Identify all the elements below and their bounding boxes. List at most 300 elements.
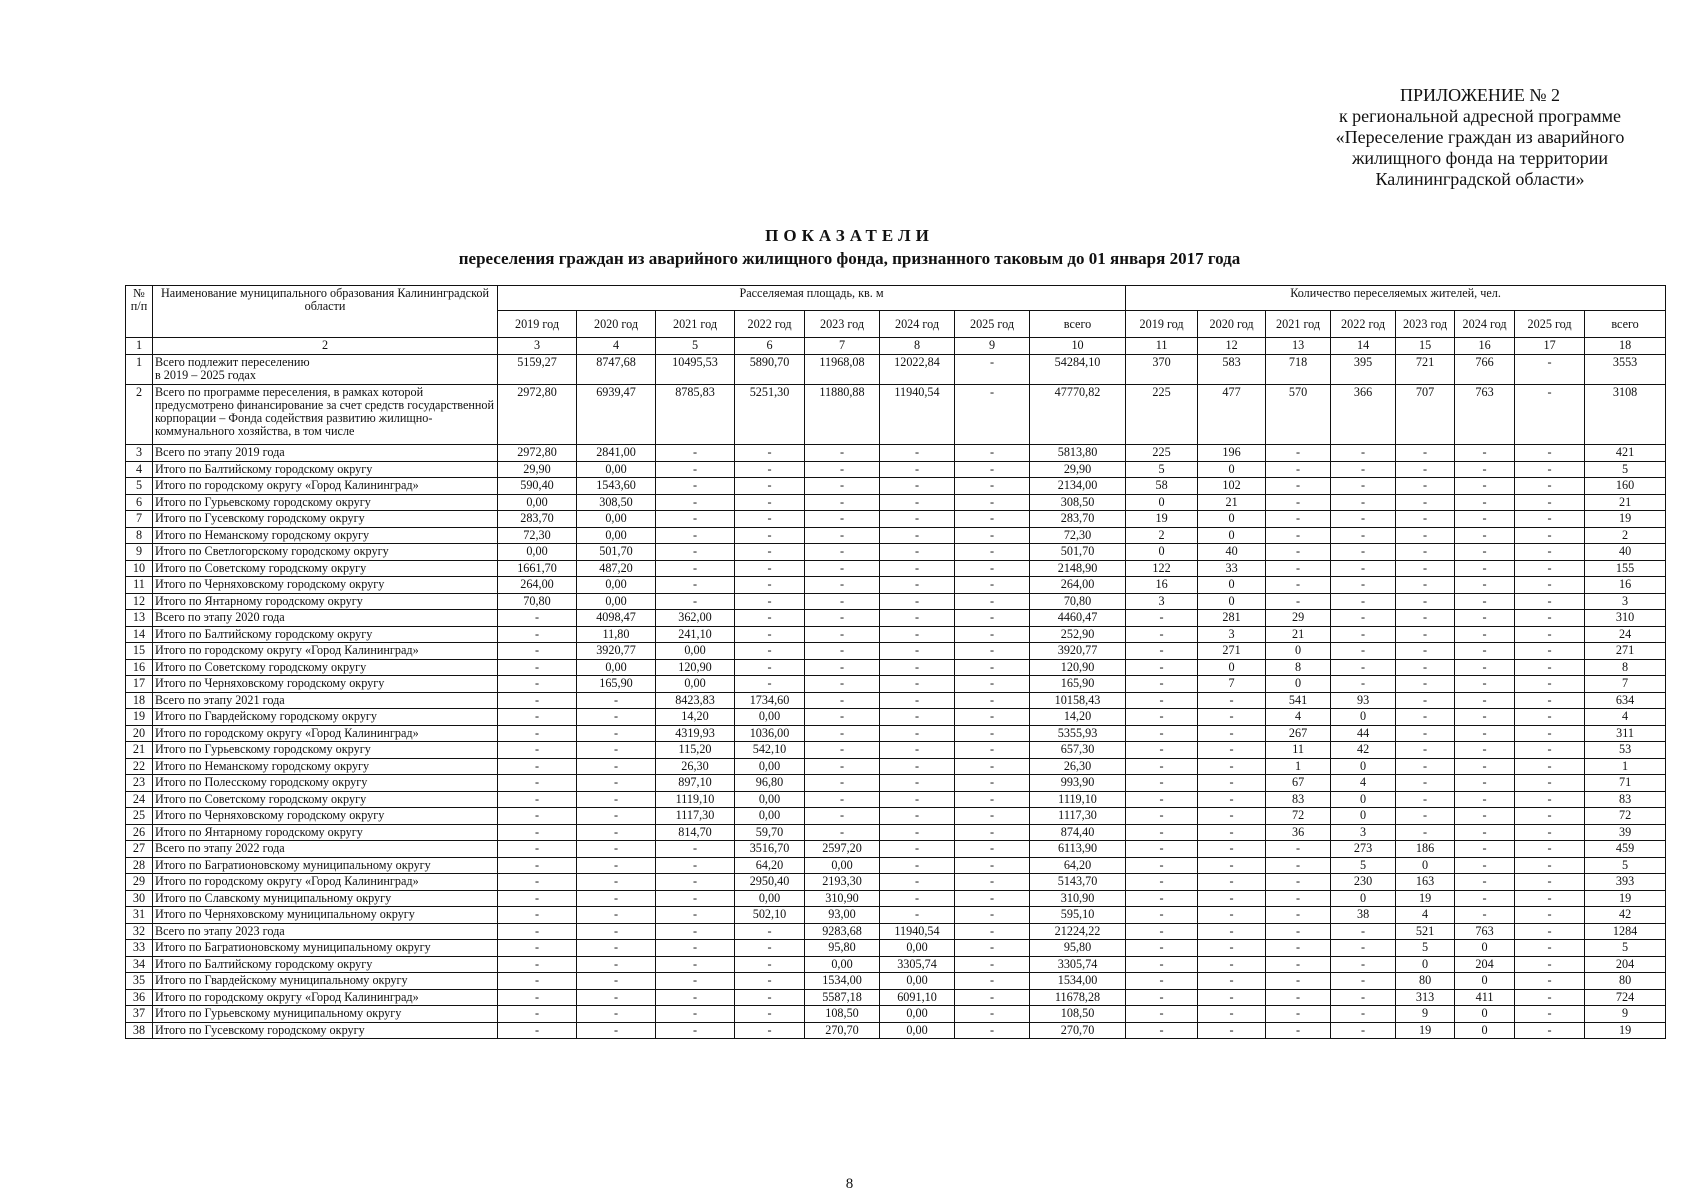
area-cell: - [735,940,805,957]
municipality-name: Всего по этапу 2019 года [153,445,498,462]
area-cell: - [880,659,955,676]
area-cell: - [656,527,735,544]
row-number: 2 [126,385,153,445]
table-row [126,659,1666,676]
people-cell: 58 [1126,478,1198,495]
area-cell: 120,90 [656,659,735,676]
table-row [126,560,1666,577]
people-cell: 0 [1331,808,1396,825]
people-cell: - [1396,494,1455,511]
area-cell: - [955,874,1030,891]
people-cell: - [1266,857,1331,874]
people-cell: 8 [1266,659,1331,676]
people-cell: 5 [1585,857,1666,874]
people-cell: - [1126,676,1198,693]
people-cell: 0 [1198,511,1266,528]
area-cell: - [656,989,735,1006]
area-cell: 0,00 [577,461,656,478]
area-cell: 0,00 [880,1006,955,1023]
people-cell: - [1515,956,1585,973]
people-cell: 366 [1331,385,1396,445]
area-cell: - [880,725,955,742]
people-cell: 0 [1455,1006,1515,1023]
area-cell: 5813,80 [1030,445,1126,462]
area-cell: 11880,88 [805,385,880,445]
area-cell: 5890,70 [735,355,805,385]
area-cell: - [498,742,577,759]
area-cell: 96,80 [735,775,805,792]
area-cell: 0,00 [577,511,656,528]
area-cell: - [880,478,955,495]
area-cell: 59,70 [735,824,805,841]
people-cell: - [1266,890,1331,907]
people-cell: 0 [1198,593,1266,610]
area-cell: 270,70 [805,1022,880,1039]
appendix-line: ПРИЛОЖЕНИЕ № 2 [1399,85,1561,105]
people-cell: 0 [1396,956,1455,973]
indicators-table [125,285,1666,1039]
year-header: 2023 год [1396,311,1455,338]
people-cell: 763 [1455,923,1515,940]
row-number: 13 [126,610,153,627]
row-number: 37 [126,1006,153,1023]
area-cell: - [498,890,577,907]
row-number: 5 [126,478,153,495]
people-cell: 5 [1126,461,1198,478]
column-number: 15 [1396,338,1455,355]
area-cell: 165,90 [577,676,656,693]
area-cell: - [880,890,955,907]
municipality-name: Итого по Гусевскому городскому округу [153,1022,498,1039]
table-row [126,1006,1666,1023]
people-cell: 5 [1396,940,1455,957]
area-cell: 3305,74 [880,956,955,973]
people-cell: - [1266,989,1331,1006]
people-cell: - [1396,544,1455,561]
area-cell: - [955,527,1030,544]
area-cell: 64,20 [735,857,805,874]
people-cell: 0 [1198,527,1266,544]
area-cell: 11940,54 [880,385,955,445]
area-cell: - [498,775,577,792]
area-cell: - [577,890,656,907]
area-cell: 95,80 [1030,940,1126,957]
people-cell: 0 [1331,709,1396,726]
area-cell: - [955,659,1030,676]
area-cell: - [735,527,805,544]
people-cell: 5 [1585,940,1666,957]
table-row [126,593,1666,610]
people-cell: - [1198,956,1266,973]
people-cell: 267 [1266,725,1331,742]
row-number: 38 [126,1022,153,1039]
area-cell: - [735,593,805,610]
people-cell: - [1455,874,1515,891]
area-cell: - [735,676,805,693]
people-cell: - [1331,494,1396,511]
area-cell: 29,90 [1030,461,1126,478]
people-cell: - [1515,1006,1585,1023]
people-cell: 3 [1331,824,1396,841]
row-number: 27 [126,841,153,858]
people-cell: - [1396,593,1455,610]
year-header: 2022 год [1331,311,1396,338]
people-cell: - [1515,560,1585,577]
area-cell: - [880,626,955,643]
area-cell: 6939,47 [577,385,656,445]
people-cell: - [1266,544,1331,561]
area-cell: - [656,560,735,577]
table-row [126,940,1666,957]
column-number: 2 [153,338,498,355]
people-cell: 29 [1266,610,1331,627]
area-cell: - [577,923,656,940]
area-cell: 93,00 [805,907,880,924]
area-cell: - [955,857,1030,874]
area-cell: - [577,989,656,1006]
row-number: 23 [126,775,153,792]
municipality-name: Итого по Черняховскому городскому округу [153,577,498,594]
area-cell: - [805,725,880,742]
people-cell: - [1266,527,1331,544]
area-cell: 0,00 [577,659,656,676]
people-cell: 4 [1331,775,1396,792]
area-cell: - [805,478,880,495]
area-cell: 310,90 [1030,890,1126,907]
people-cell: - [1266,577,1331,594]
row-number: 19 [126,709,153,726]
area-cell: - [880,643,955,660]
people-cell: - [1198,874,1266,891]
people-cell: 33 [1198,560,1266,577]
area-cell: - [735,478,805,495]
area-cell: - [577,824,656,841]
area-cell: 502,10 [735,907,805,924]
area-cell: - [880,775,955,792]
people-cell: 0 [1455,973,1515,990]
area-cell: - [805,544,880,561]
area-cell: - [735,494,805,511]
area-cell: - [577,841,656,858]
people-cell: - [1266,494,1331,511]
people-cell: 763 [1455,385,1515,445]
people-cell: - [1198,841,1266,858]
area-cell: 283,70 [498,511,577,528]
municipality-name: Итого по Неманскому городскому округу [153,758,498,775]
people-cell: - [1198,907,1266,924]
area-cell: - [955,1006,1030,1023]
row-number: 10 [126,560,153,577]
people-cell: - [1331,956,1396,973]
municipality-name: Итого по Советскому городскому округу [153,791,498,808]
municipality-name: Итого по городскому округу «Город Калининград» [153,989,498,1006]
area-cell: 308,50 [1030,494,1126,511]
people-cell: 36 [1266,824,1331,841]
people-cell: 8 [1585,659,1666,676]
people-cell: 19 [1396,1022,1455,1039]
people-cell: - [1515,610,1585,627]
area-cell: - [955,461,1030,478]
appendix-line: «Переселение граждан из аварийного [1335,127,1625,147]
area-cell: - [577,758,656,775]
people-cell: - [1455,577,1515,594]
people-cell: - [1126,1022,1198,1039]
people-cell: - [1515,874,1585,891]
area-cell: 1119,10 [656,791,735,808]
table-row [126,923,1666,940]
row-number: 28 [126,857,153,874]
people-cell: - [1455,626,1515,643]
area-cell: 0,00 [880,1022,955,1039]
area-cell: - [498,725,577,742]
people-cell: 93 [1331,692,1396,709]
people-cell: 0 [1266,676,1331,693]
area-cell: - [955,560,1030,577]
column-number: 18 [1585,338,1666,355]
people-cell: - [1266,511,1331,528]
area-cell: - [498,709,577,726]
area-cell: 2597,20 [805,841,880,858]
area-cell: 0,00 [577,577,656,594]
table-row [126,890,1666,907]
people-cell: 0 [1396,857,1455,874]
area-cell: - [880,709,955,726]
area-cell: 11968,08 [805,355,880,385]
people-cell: - [1396,824,1455,841]
column-numbers-row [126,338,1666,355]
people-cell: 19 [1396,890,1455,907]
area-cell: 0,00 [880,973,955,990]
people-cell: 40 [1198,544,1266,561]
people-cell: - [1396,676,1455,693]
people-cell: - [1455,692,1515,709]
people-cell: - [1455,560,1515,577]
people-cell: 0 [1126,544,1198,561]
column-number: 9 [955,338,1030,355]
people-cell: - [1515,709,1585,726]
area-cell: - [880,857,955,874]
area-cell: - [656,494,735,511]
area-cell: - [955,923,1030,940]
area-cell: - [955,791,1030,808]
area-cell: - [955,610,1030,627]
people-cell: 21 [1198,494,1266,511]
area-cell: - [498,791,577,808]
municipality-name: Итого по Советскому городскому округу [153,659,498,676]
column-number: 16 [1455,338,1515,355]
people-cell: - [1396,445,1455,462]
people-cell: 313 [1396,989,1455,1006]
row-number: 11 [126,577,153,594]
people-cell: - [1396,626,1455,643]
area-cell: 270,70 [1030,1022,1126,1039]
people-cell: - [1331,577,1396,594]
area-cell: 9283,68 [805,923,880,940]
area-cell: - [735,956,805,973]
area-cell: 1734,60 [735,692,805,709]
people-cell: - [1266,956,1331,973]
column-number: 14 [1331,338,1396,355]
area-cell: - [656,956,735,973]
area-cell: - [498,1022,577,1039]
people-cell: - [1515,841,1585,858]
area-cell: - [955,907,1030,924]
area-cell: - [955,1022,1030,1039]
people-cell: 1 [1585,758,1666,775]
people-cell: - [1455,610,1515,627]
people-cell: - [1126,1006,1198,1023]
table-row [126,1022,1666,1039]
people-cell: 0 [1331,791,1396,808]
people-cell: 1 [1266,758,1331,775]
table-row [126,841,1666,858]
row-number: 21 [126,742,153,759]
area-cell: 501,70 [1030,544,1126,561]
people-cell: - [1126,758,1198,775]
people-cell: - [1198,923,1266,940]
people-cell: - [1126,791,1198,808]
area-cell: - [498,610,577,627]
municipality-name: Итого по Гурьевскому городскому округу [153,494,498,511]
area-cell: - [955,775,1030,792]
document-title: ПОКАЗАТЕЛИ [765,226,934,245]
area-cell: 1534,00 [805,973,880,990]
people-cell: - [1331,940,1396,957]
area-cell: 362,00 [656,610,735,627]
people-cell: - [1126,610,1198,627]
people-cell: - [1266,593,1331,610]
area-cell: 0,00 [577,593,656,610]
municipality-name: Итого по Балтийскому городскому округу [153,461,498,478]
table-row [126,385,1666,445]
area-cell: 5143,70 [1030,874,1126,891]
area-cell: - [955,709,1030,726]
row-number: 24 [126,791,153,808]
people-cell: - [1515,758,1585,775]
row-number: 30 [126,890,153,907]
people-cell: - [1396,808,1455,825]
people-cell: - [1455,758,1515,775]
people-cell: - [1515,355,1585,385]
area-cell: - [735,461,805,478]
people-cell: 53 [1585,742,1666,759]
column-number: 7 [805,338,880,355]
year-header: 2025 год [955,311,1030,338]
area-cell: 897,10 [656,775,735,792]
row-number: 8 [126,527,153,544]
area-cell: - [498,923,577,940]
people-cell: - [1455,544,1515,561]
area-cell: 2193,30 [805,874,880,891]
area-cell: 2972,80 [498,445,577,462]
people-cell: - [1331,1006,1396,1023]
people-cell: - [1515,907,1585,924]
col-header-number: № п/п [126,286,153,338]
area-cell: - [955,742,1030,759]
table-row [126,709,1666,726]
people-cell: 9 [1396,1006,1455,1023]
area-cell: - [955,692,1030,709]
row-number: 31 [126,907,153,924]
row-number: 20 [126,725,153,742]
people-cell: - [1126,890,1198,907]
row-number: 3 [126,445,153,462]
area-cell: 264,00 [1030,577,1126,594]
municipality-name: Итого по Гвардейскому муниципальному округу [153,973,498,990]
people-cell: - [1515,478,1585,495]
area-cell: - [577,857,656,874]
area-cell: - [656,1022,735,1039]
area-cell: - [880,874,955,891]
area-cell: 21224,22 [1030,923,1126,940]
area-cell: - [880,577,955,594]
people-cell: 718 [1266,355,1331,385]
table-row [126,907,1666,924]
table-row [126,973,1666,990]
people-cell: - [1515,775,1585,792]
area-cell: - [805,791,880,808]
people-cell: - [1455,907,1515,924]
document-subtitle: переселения граждан из аварийного жилищного фонда, признанного таковым до 01 января 2017 года [458,249,1241,268]
people-cell: - [1198,940,1266,957]
people-cell: 0 [1198,461,1266,478]
people-cell: - [1396,709,1455,726]
group-header-area: Расселяемая площадь, кв. м [498,286,1126,311]
people-cell: 4 [1266,709,1331,726]
table-row [126,610,1666,627]
area-cell: 0,00 [498,544,577,561]
area-cell: - [735,643,805,660]
people-cell: 83 [1266,791,1331,808]
area-cell: - [805,511,880,528]
people-cell: 570 [1266,385,1331,445]
municipality-name: Итого по Гурьевскому муниципальному округу [153,1006,498,1023]
area-cell: 0,00 [735,758,805,775]
area-cell: - [805,461,880,478]
people-cell: 421 [1585,445,1666,462]
people-cell: 40 [1585,544,1666,561]
people-cell: - [1266,478,1331,495]
people-cell: 521 [1396,923,1455,940]
appendix-line: к региональной адресной программе [1338,106,1622,126]
people-cell: 393 [1585,874,1666,891]
people-cell: - [1515,577,1585,594]
area-cell: 1119,10 [1030,791,1126,808]
people-cell: 225 [1126,445,1198,462]
area-cell: - [955,841,1030,858]
people-cell: - [1198,709,1266,726]
area-cell: - [805,626,880,643]
area-cell: - [577,791,656,808]
people-cell: - [1396,511,1455,528]
people-cell: - [1126,626,1198,643]
people-cell: - [1266,907,1331,924]
area-cell: 14,20 [1030,709,1126,726]
column-number: 13 [1266,338,1331,355]
area-cell: 501,70 [577,544,656,561]
area-cell: 5159,27 [498,355,577,385]
row-number: 26 [126,824,153,841]
municipality-name: Итого по Светлогорскому городскому округу [153,544,498,561]
people-cell: - [1331,659,1396,676]
year-header: 2020 год [577,311,656,338]
area-cell: 4460,47 [1030,610,1126,627]
area-cell: 0,00 [880,940,955,957]
people-cell: - [1455,808,1515,825]
municipality-name: Итого по Полесскому городскому округу [153,775,498,792]
people-cell: - [1266,1022,1331,1039]
area-cell: 72,30 [498,527,577,544]
